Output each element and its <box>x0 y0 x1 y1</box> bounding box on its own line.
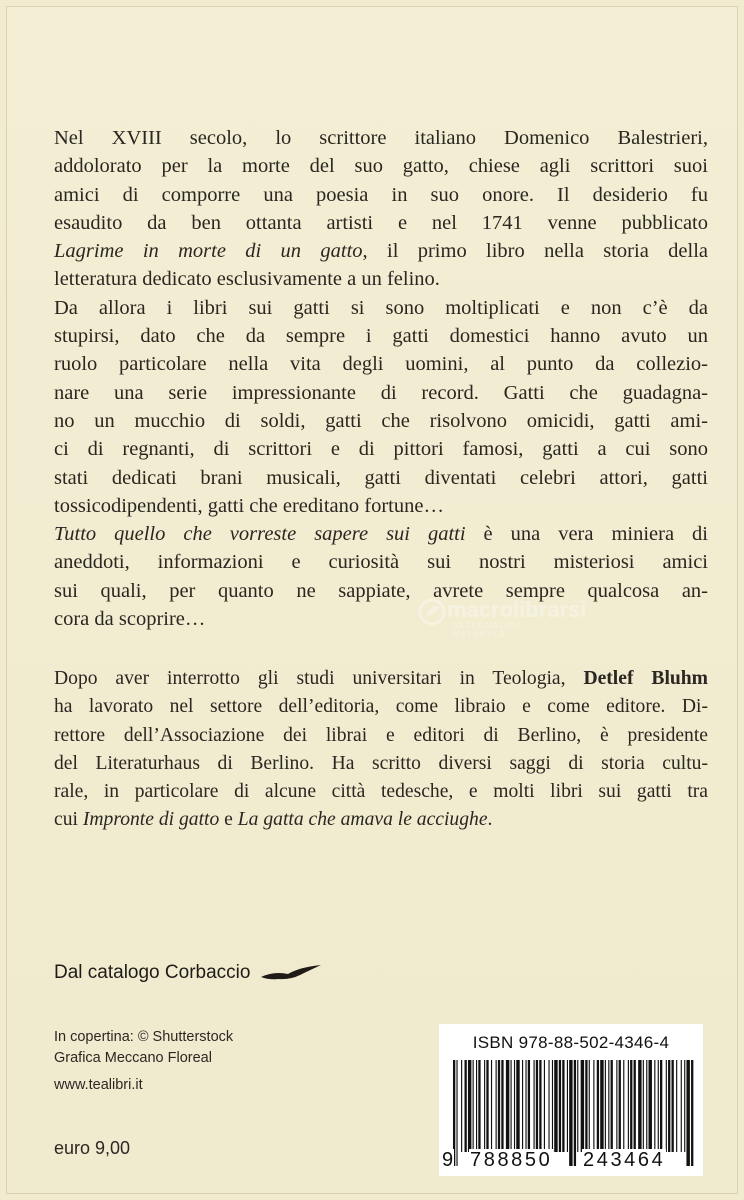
author-name: Detlef Bluhm <box>583 668 708 689</box>
barcode-bar <box>496 1060 497 1152</box>
barcode-bar <box>516 1060 519 1152</box>
text-line: ruolo particolare nella vita degli uomini, al punto da collezio- <box>54 353 708 376</box>
barcode-digit-group: 788850 <box>470 1149 553 1171</box>
text-line <box>54 237 708 265</box>
text-span: , il primo libro nella storia della <box>362 240 708 263</box>
book-title-italic: Lagrime in morte di un gatto <box>54 240 363 263</box>
text-span: Dopo aver interrotto gli studi universitari in Teologia, <box>54 668 584 689</box>
blurb-paragraph-1 <box>54 124 708 633</box>
barcode-bar <box>567 1060 568 1152</box>
text-line: tossicodipendenti, gatti che ereditano fortune… <box>54 494 444 517</box>
book-title-italic: Tutto quello che vorreste sapere sui gatti <box>54 523 466 546</box>
text-line: addolorato per la morte del suo gatto, chiese agli scrittori suoi <box>54 155 708 178</box>
text-line: nare una serie impressionante di record. Gatti che guadagna- <box>54 381 708 404</box>
barcode-bar <box>600 1060 603 1152</box>
publisher-catalog <box>54 962 322 984</box>
text-span: . <box>487 809 493 831</box>
barcode-bar <box>465 1060 467 1152</box>
barcode-bar <box>577 1060 578 1152</box>
text-line: stupirsi, dato che da sempre i gatti domestici hanno avuto un <box>54 325 708 348</box>
barcode-bar <box>660 1060 662 1152</box>
text-line: no un mucchio di soldi, gatti che risolvono omicidi, gatti ami- <box>54 409 708 432</box>
barcode-bar <box>498 1060 500 1152</box>
book-title-italic: Impronte di gatto <box>82 809 220 831</box>
text-line: letteratura dedicato esclusivamente a un felino. <box>54 268 440 291</box>
barcode-bar <box>468 1060 471 1152</box>
barcode-bar <box>672 1060 674 1152</box>
back-cover <box>6 6 738 1194</box>
barcode-bar <box>646 1060 647 1152</box>
barcode-bar <box>668 1060 670 1152</box>
credit-line: Grafica Meccano Floreal <box>54 1050 212 1066</box>
barcode-bar <box>628 1060 629 1152</box>
barcode-bar <box>522 1060 523 1152</box>
text-span: cui <box>54 809 83 831</box>
barcode-bar <box>589 1060 590 1152</box>
barcode-bar <box>491 1060 492 1152</box>
watermark-name: macrolibrarsi <box>447 597 587 622</box>
book-title-italic: La gatta che amava le acciughe <box>237 809 488 831</box>
barcode-bar <box>559 1060 561 1152</box>
barcode-bar <box>691 1060 693 1166</box>
barcode-bar <box>506 1060 509 1152</box>
barcode-bar <box>511 1060 512 1152</box>
barcode-bar <box>686 1060 689 1166</box>
leaf-icon <box>417 597 447 627</box>
barcode-bar <box>619 1060 621 1152</box>
cover-credits <box>54 1027 233 1069</box>
text-line <box>54 520 708 548</box>
text-line <box>54 806 708 834</box>
barcode-bar <box>562 1060 564 1152</box>
barcode-bar <box>616 1060 617 1152</box>
barcode-bar <box>552 1060 553 1152</box>
text-line: aneddoti, informazioni e curiosità sui nostri misteriosi amici <box>54 551 708 574</box>
text-span: e <box>219 809 238 831</box>
text-line: rale, in particolare di alcune città tedesche, e molti libri sui gatti tra <box>54 781 708 803</box>
text-line: esaudito da ben ottanta artisti e nel 1741 venne pubblicato <box>54 211 708 234</box>
barcode-bar <box>544 1060 545 1152</box>
barcode-bar <box>605 1060 606 1152</box>
barcode-bar <box>456 1060 457 1166</box>
catalog-label: Dal catalogo Corbaccio <box>54 962 251 983</box>
credit-line: In copertina: © Shutterstock <box>54 1029 234 1045</box>
barcode-bar <box>666 1060 667 1152</box>
barcode-bar <box>676 1060 677 1152</box>
barcode-bar <box>501 1060 503 1152</box>
text-line <box>54 665 708 693</box>
text-line: ha lavorato nel settore dell’editoria, come libraio e come editore. Di- <box>54 696 708 718</box>
barcode-bar <box>585 1060 587 1152</box>
barcode-bar <box>514 1060 515 1152</box>
barcode-bar <box>597 1060 599 1152</box>
barcode-bar <box>486 1060 488 1152</box>
text-span: è una vera miniera di <box>465 523 708 546</box>
barcode-bar <box>554 1060 557 1152</box>
text-line: sui quali, per quanto ne sappiate, avrete sempre qualcosa an- <box>54 579 708 602</box>
crow-logo-icon <box>260 963 322 983</box>
barcode-bar <box>623 1060 624 1152</box>
barcode-bar <box>681 1060 682 1152</box>
barcode-bar <box>643 1060 644 1152</box>
barcode-bar <box>634 1060 636 1152</box>
text-line: rettore dell’Associazione dei librai e editori di Berlino, è presidente <box>54 724 708 746</box>
barcode-bar <box>484 1060 485 1152</box>
barcode-bar <box>536 1060 538 1152</box>
barcode-bar <box>611 1060 613 1152</box>
barcode-panel <box>439 1024 703 1176</box>
text-line: del Literaturhaus di Berlino. Ha scritto diversi saggi di storia cultu- <box>54 752 708 774</box>
barcode-bar <box>574 1060 576 1166</box>
text-line: ci di regnanti, di scrittori e di pittori famosi, gatti a cui sono <box>54 438 708 461</box>
barcode-bar <box>608 1060 609 1152</box>
barcode-bar <box>684 1060 685 1152</box>
barcode-bar <box>630 1060 632 1152</box>
barcode-bar <box>461 1060 462 1152</box>
barcode-bar <box>593 1060 594 1152</box>
text-line: cora da scoprire… <box>54 608 206 631</box>
barcode-bar <box>581 1060 584 1152</box>
author-bio <box>54 665 708 835</box>
barcode-bar <box>654 1060 655 1152</box>
barcode-bar <box>658 1060 659 1152</box>
text-line: amici di comporre una poesia in suo onore. Il desiderio fu <box>54 183 708 206</box>
barcode-bar <box>569 1060 572 1166</box>
barcode-bar <box>638 1060 641 1152</box>
barcode-bar <box>478 1060 480 1152</box>
barcode-bar <box>649 1060 652 1152</box>
barcode-bar <box>473 1060 474 1152</box>
text-line: stati dedicati brani musicali, gatti diventati celebri attori, gatti <box>54 466 708 489</box>
watermark-logo <box>417 595 587 639</box>
barcode-bar <box>525 1060 526 1152</box>
watermark-tagline: ALTERNATIVA NATURALE <box>453 621 522 639</box>
isbn-label: ISBN 978-88-502-4346-4 <box>472 1033 670 1052</box>
price: euro 9,00 <box>54 1138 131 1158</box>
barcode-digit-first: 9 <box>442 1149 454 1171</box>
barcode-digit-group: 243464 <box>583 1149 666 1171</box>
barcode-bar <box>539 1060 541 1152</box>
text-line: Da allora i libri sui gatti si sono moltiplicati e non c’è da <box>54 296 708 319</box>
website-url: www.tealibri.it <box>54 1077 143 1093</box>
text-line: Nel XVIII secolo, lo scrittore italiano Domenico Balestrieri, <box>54 127 708 149</box>
barcode-bar <box>534 1060 535 1152</box>
barcode-bar <box>548 1060 549 1152</box>
barcode-bar <box>528 1060 530 1152</box>
barcode-bar <box>476 1060 477 1152</box>
